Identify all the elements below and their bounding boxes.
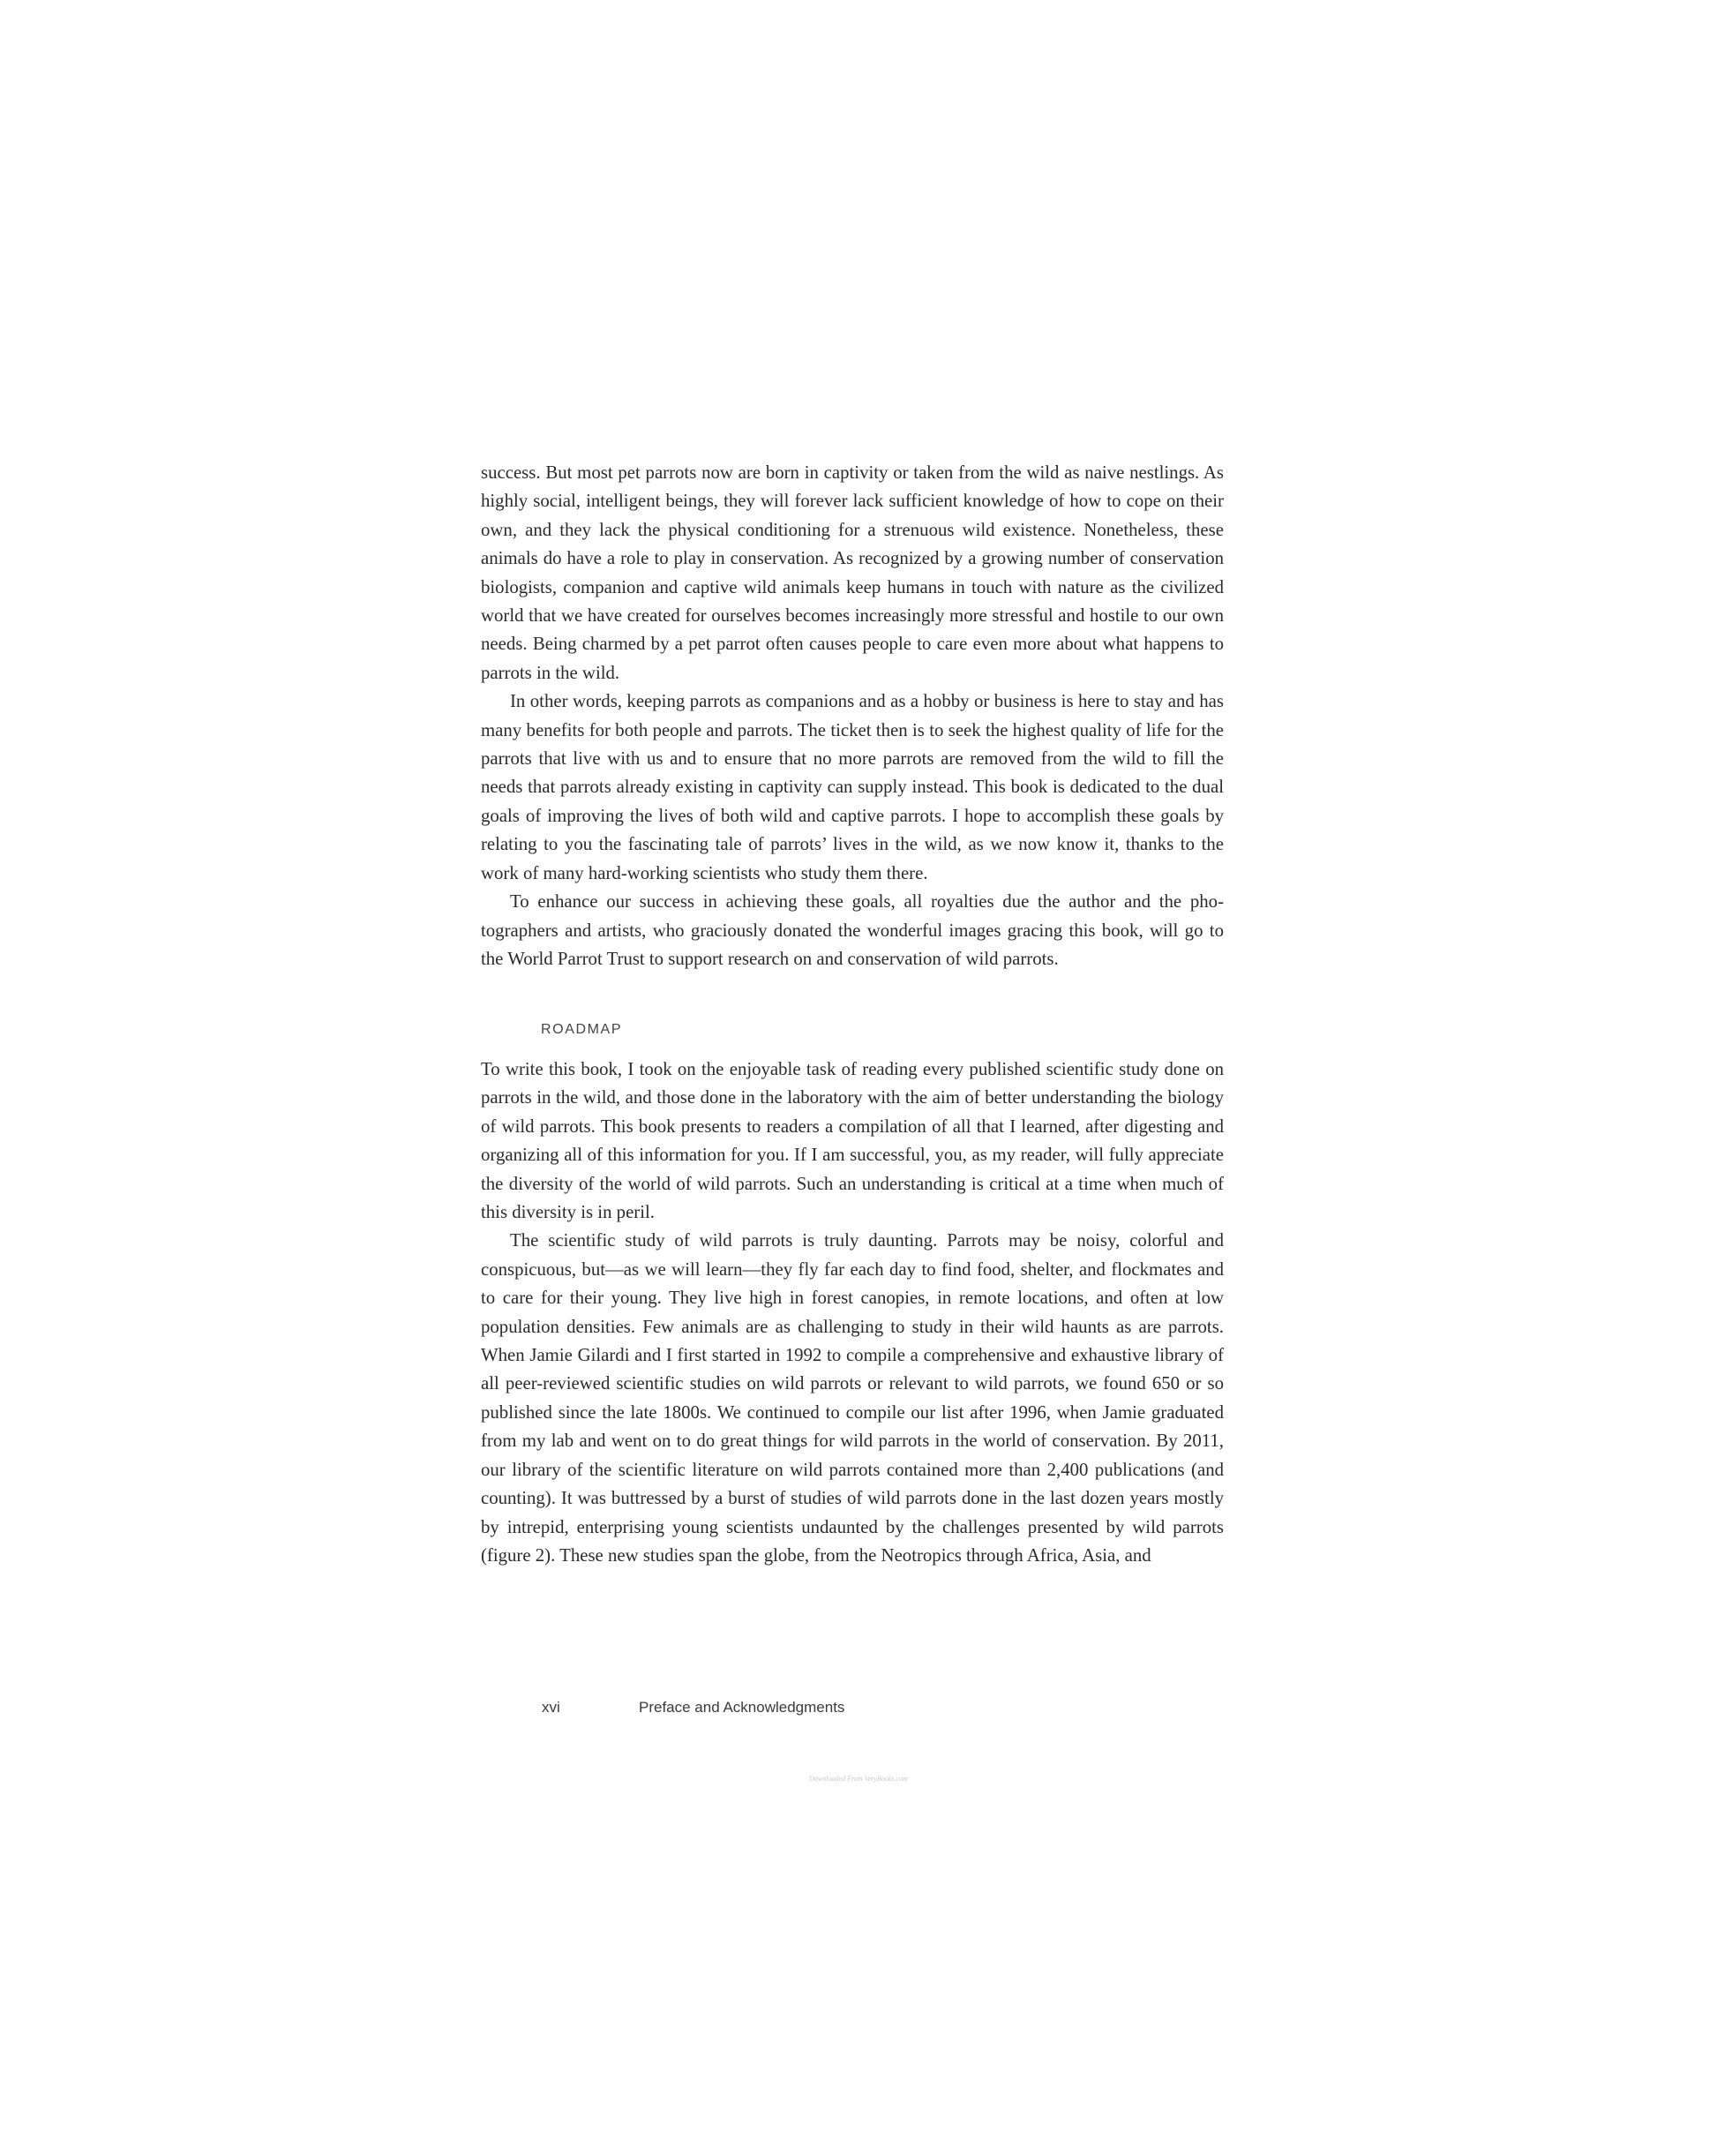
- download-watermark: Downloaded From VeryBooks.com: [809, 1775, 908, 1783]
- paragraph: success. But most pet parrots now are born in captivity or taken from the wild as naive nestlings. As highly social, intelligent beings, they will forever lack sufficient knowledge of how to cope on their own, and they lack the physical conditioning for a strenuous wild existence. Nonetheless, these animals do have a role to play in conservation. As recognized by a growing number of conservation biologists, companion and captive wild animals keep humans in touch with nature as the civilized world that we have created for ourselves becomes increasingly more stressful and hostile to our own needs. Being charmed by a pet parrot often causes people to care even more about what happens to parrots in the wild.: [481, 462, 1224, 683]
- roadmap-section: [481, 1055, 1224, 1570]
- running-title: Preface and Acknowledgments: [639, 1699, 845, 1716]
- section-heading: ROADMAP: [541, 1022, 623, 1037]
- paragraph: To write this book, I took on the enjoyable task of reading every published scientific study done on parrots in the wild, and those done in the laboratory with the aim of better understanding the biology of wild parrots. This book presents to readers a compilation of all that I learned, after digesting and organizing all of this information for you. If I am successful, you, as my reader, will fully appreciate the diversity of the world of wild parrots. Such an understanding is critical at a time when much of this diversity is in peril.: [481, 1059, 1224, 1223]
- page-number: xvi: [542, 1699, 560, 1716]
- intro-section: [481, 459, 1224, 973]
- paragraph: In other words, keeping parrots as companions and as a hobby or business is here to stay and has many benefits for both people and parrots. The ticket then is to seek the highest quality of life for the parrots that live with us and to ensure that no more parrots are removed from the wild to fill the needs that parrots already existing in captivity can supply instead. This book is dedicated to the dual goals of improving the lives of both wild and captive parrots. I hope to accomplish these goals by relating to you the fascinating tale of parrots’ lives in the wild, as we now know it, thanks to the work of many hard-working scientists who study them there.: [481, 691, 1224, 883]
- paragraph: To enhance our success in achieving these goals, all royalties due the author and the photographers and artists, who graciously donated the wonderful images gracing this book, will go to the World Parrot Trust to support research on and conservation of wild parrots.: [481, 891, 1224, 969]
- paragraph: The scientific study of wild parrots is truly daunting. Parrots may be noisy, colorful and conspicuous, but—as we will learn—they fly far each day to find food, shelter, and flockmates and to care for their young. They live high in forest canopies, in remote locations, and often at low population densities. Few animals are as challenging to study in their wild haunts as are parrots. When Jamie Gilardi and I first started in 1992 to compile a comprehensive and exhaustive library of all peer-reviewed scientific studies on wild parrots or relevant to wild parrots, we found 650 or so published since the late 1800s. We continued to compile our list after 1996, when Jamie graduated from my lab and went on to do great things for wild parrots in the world of conservation. By 2011, our library of the scientific literature on wild parrots contained more than 2,400 publications (and counting). It was buttressed by a burst of studies of wild parrots done in the last dozen years mostly by intrepid, enterprising young scientists undaunted by the challenges presented by wild parrots (figure 2). These new studies span the globe, from the Neotropics through Africa, Asia, and: [481, 1230, 1224, 1566]
